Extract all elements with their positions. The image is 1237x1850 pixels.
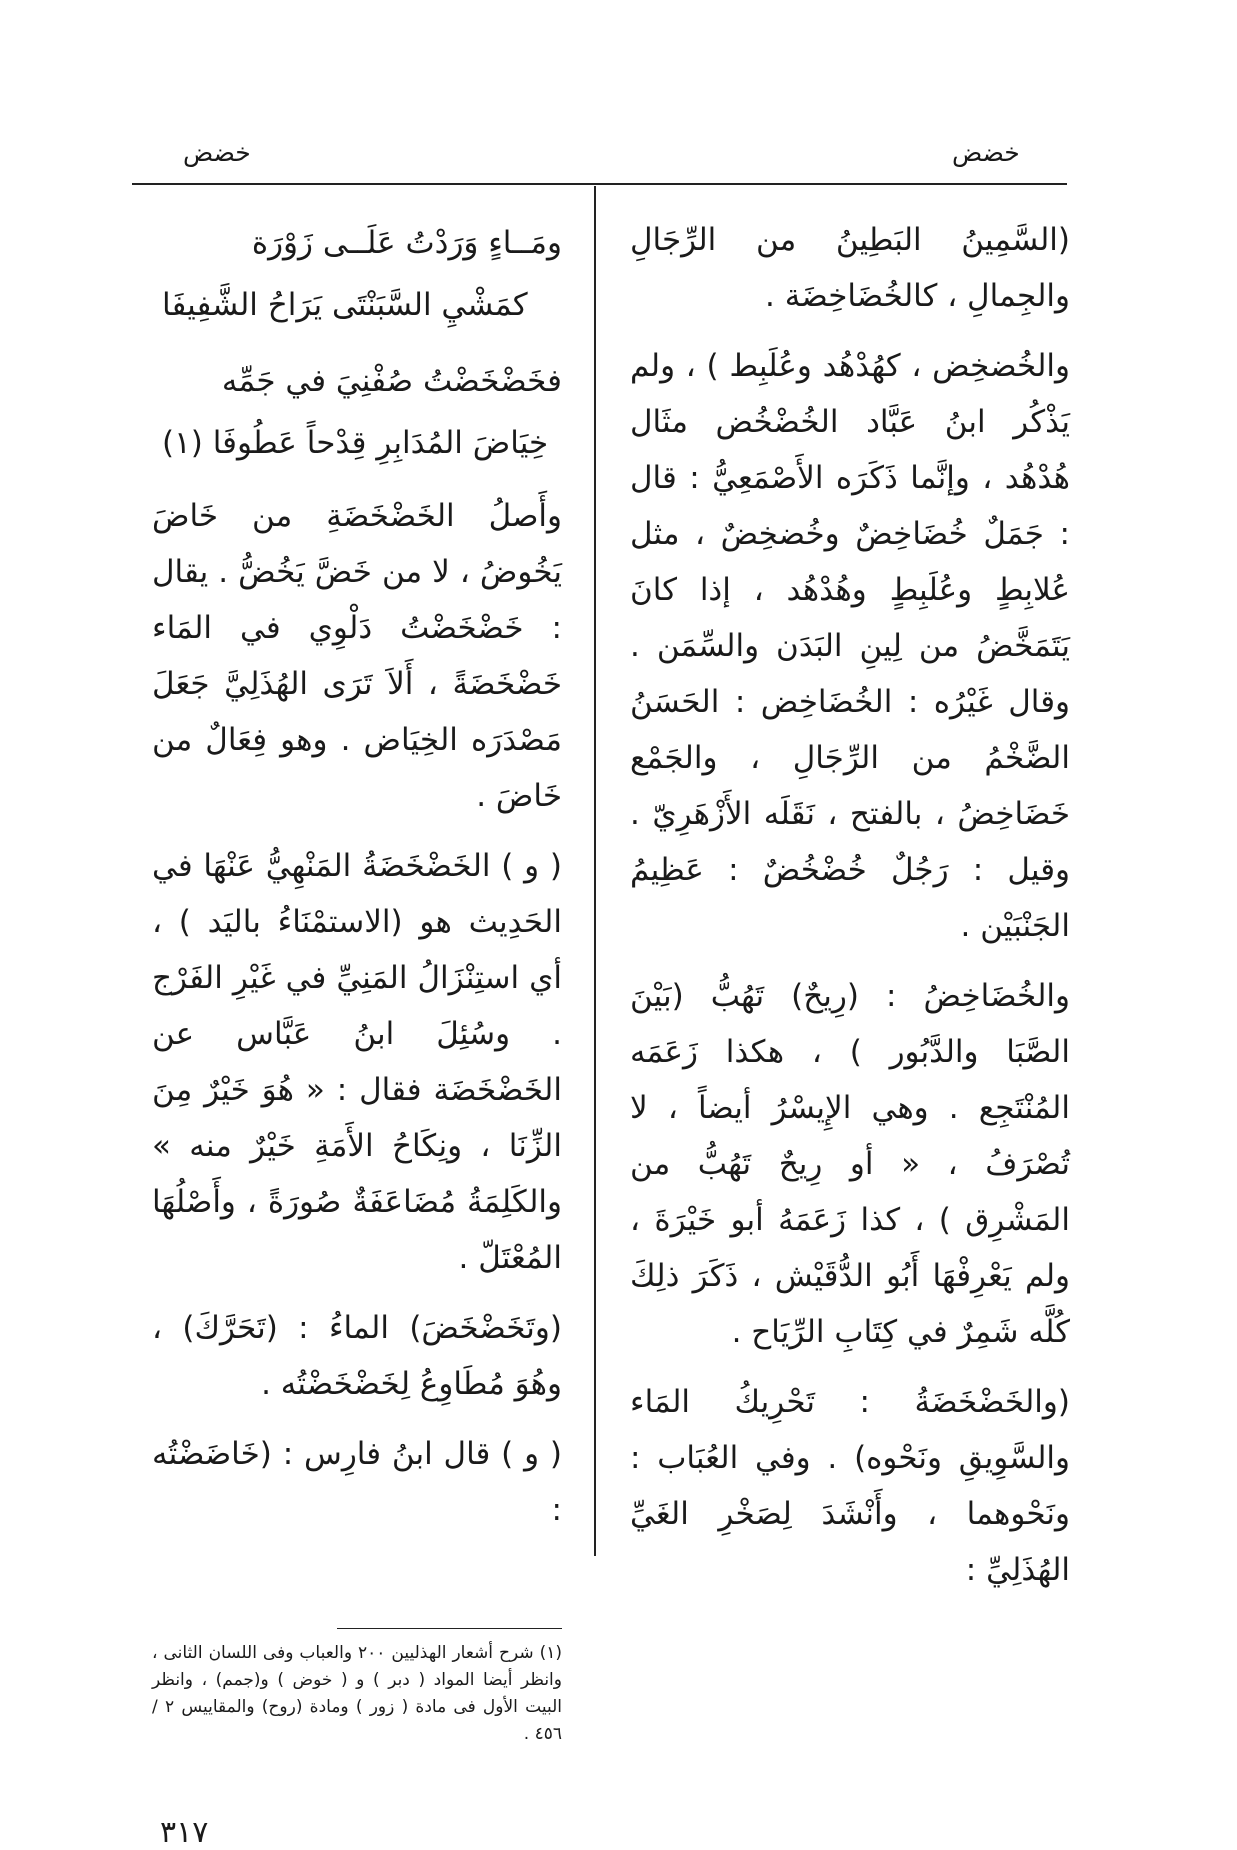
running-header-left: خضض — [183, 138, 251, 167]
column-divider — [594, 186, 596, 1556]
entry-paragraph: ( و ) قال ابنُ فارِس : (خَاضَضْتُه : — [152, 1436, 562, 1528]
footnote: (١) شرح أشعار الهذليين ٢٠٠ والعباب وفى اللسان الثانى ، وانظر أيضا المواد ( دبر ) و ( خوض ) و(جمم) ، وانظر البيت الأول فى مادة ( زور ) ومادة (روح) والمقاييس ٢ /٤٥٦ . — [152, 1643, 562, 1744]
entry-paragraph: (وتَخَضْخَضَ) الماءُ : (تَحَرَّكَ) ، وهُوَ مُطَاوِعُ لِخَضْخَضْتُه . — [152, 1310, 562, 1402]
verse-first-hemistich: فخَضْخَضْتُ صُفْنِيَ في جَمِّه — [221, 363, 562, 399]
page-number: ٣١٧ — [160, 1815, 209, 1850]
entry-paragraph: والخُضخِض ، كهُدْهُد وعُلَبِط ) ، ولم يَذْكُر ابنُ عَبَّاد الخُضْخُض مثَال هُدْهُد ، وإنَّما ذَكَرَه الأَصْمَعِيُّ : قال : جَمَلٌ خُضَاخِضٌ وخُضخِضٌ ، مثل عُلابِطٍ وعُلَبِطٍ وهُدْهُد ، إذا كانَ يَتَمَخَّضُ من لِينِ البَدَن والسِّمَن . وقال غَيْرُه : الخُضَاخِض : الحَسَنُ الضَّخْمُ من الرِّجَالِ ، والجَمْع خَضَاخِضُ ، بالفتح ، نَقَلَه الأَزْهَرِيّ . وقيل : رَجُلٌ خُضْخُضٌ : عَظِيمُ الجَنْبَيْن . — [630, 348, 1070, 944]
left-column — [152, 212, 562, 1552]
right-column — [630, 212, 1070, 1612]
entry-paragraph: وأَصلُ الخَضْخَضَةِ من خَاضَ يَخُوضُ ، لا من خَضَّ يَخُضُّ . يقال : خَضْخَضْتُ دَلْوِي في المَاء خَضْخَضَةً ، أَلاَ تَرَى الهُذَلِيَّ جَعَلَ مَصْدَرَه الخِيَاض . وهو فِعَالٌ من خَاضَ . — [152, 498, 562, 814]
entry-paragraph: ( و ) الخَضْخَضَةُ المَنْهِيُّ عَنْهَا في الحَدِيث هو (الاستمْنَاءُ باليَد ) ، أي استِنْزَالُ المَنِيِّ في غَيْرِ الفَرْج . وسُئِلَ ابنُ عَبَّاس عن الخَضْخَضَة فقال : « هُوَ خَيْرٌ مِنَ الزِّنَا ، ونِكَاحُ الأَمَةِ خَيْرٌ منه » والكَلِمَةُ مُضَاعَفَةٌ صُورَةً ، وأَصْلُهَا المُعْتَلّ . — [152, 848, 562, 1276]
header-rule — [132, 183, 1067, 185]
poem-verse — [152, 212, 562, 336]
verse-second-hemistich: خِيَاضَ المُدَابِرِ قِدْحاً عَطُوفَا (١) — [162, 425, 549, 461]
running-header-right: خضض — [952, 138, 1020, 167]
entry-paragraph: (السَّمِينُ البَطِينُ من الرِّجَالِ والجِمالِ ، كالخُضَاخِضَة . — [630, 222, 1070, 314]
poem-verse — [152, 350, 562, 474]
verse-second-hemistich: كمَشْيِ السَّبَنْتَى يَرَاحُ الشَّفِيفَا — [162, 287, 528, 323]
footnote-rule — [337, 1628, 562, 1629]
entry-paragraph: والخُضَاخِضُ : (رِيحٌ) تَهُبُّ (بَيْنَ الصَّبَا والدَّبُور ) ، هكذا زَعَمَه المُنْتَجِع . وهي الإِيسْرُ أيضاً ، لا تُصْرَفُ ، « أو رِيحٌ تَهُبُّ من المَشْرِق ) ، كذا زَعَمَهُ أبو خَيْرَةَ ، ولم يَعْرِفْهَا أَبُو الدُّقَيْش ، ذَكَرَ ذلِكَ كُلَّه شَمِرٌ في كِتَابِ الرِّيَاح . — [630, 978, 1070, 1350]
entry-paragraph: (والخَضْخَضَةُ : تَحْرِيكُ المَاء والسَّوِيقِ ونَحْوه) . وفي العُبَاب : ونَحْوهما ، وأَنْشَدَ لِصَخْرِ الغَيِّ الهُذَلِيِّ : — [630, 1384, 1070, 1588]
verse-first-hemistich: ومَــاءٍ وَرَدْتُ عَلَــى زَوْرَة — [251, 225, 562, 261]
